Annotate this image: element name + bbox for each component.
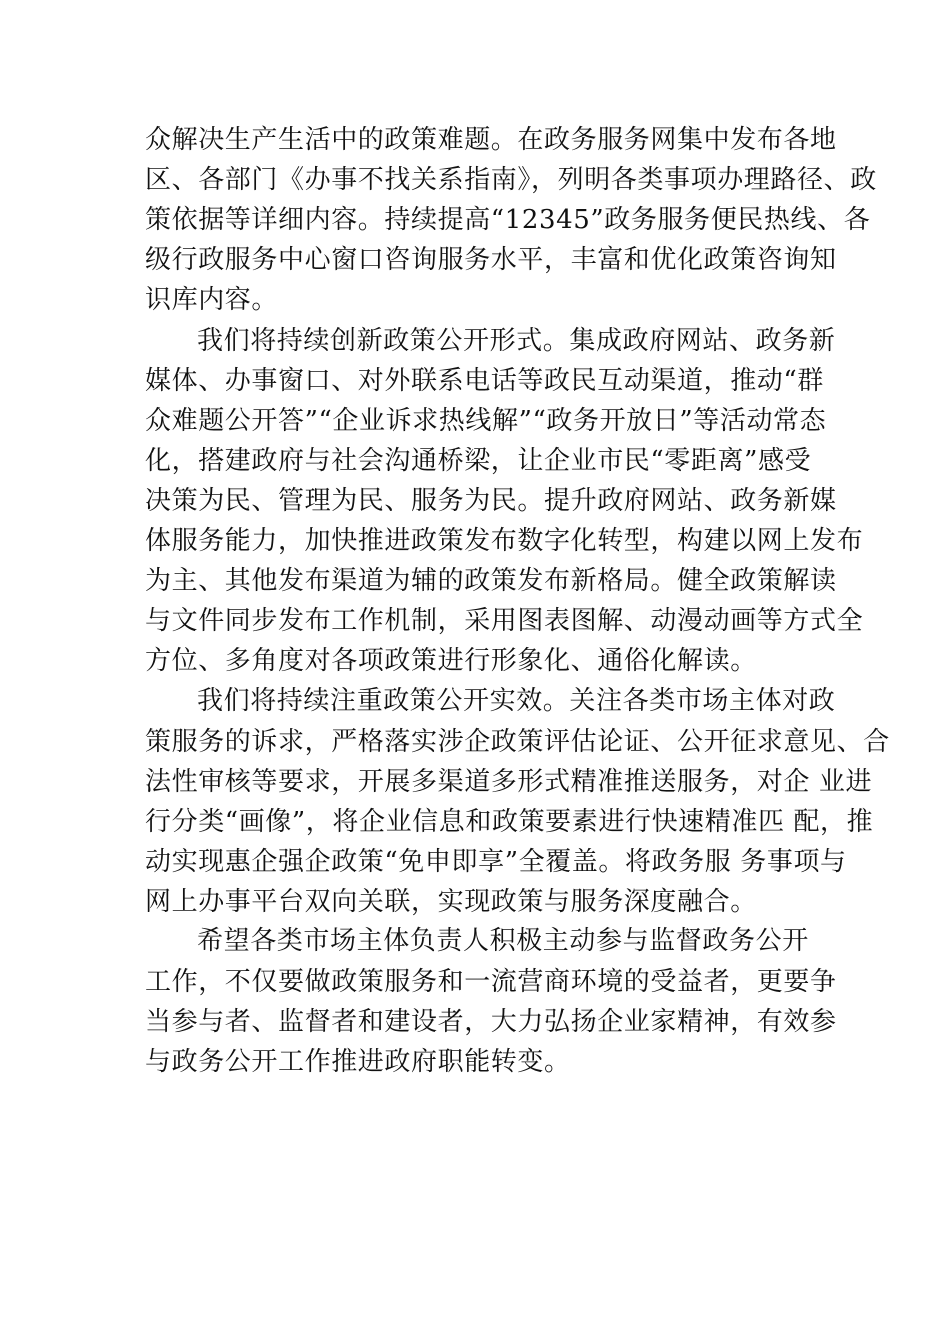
text-line: 与文件同步发布工作机制，采用图表图解、动漫动画等方式全 bbox=[145, 606, 864, 636]
text-line: 希望各类市场主体负责人积极主动参与监督政务公开 bbox=[197, 926, 809, 956]
text-line: 我们将持续创新政策公开形式。集成政府网站、政务新 bbox=[197, 326, 836, 356]
text-line: 方位、多角度对各项政策进行形象化、通俗化解读。 bbox=[145, 646, 757, 676]
text-line: 决策为民、管理为民、服务为民。提升政府网站、政务新媒 bbox=[145, 486, 837, 516]
text-line: 体服务能力，加快推进政策发布数字化转型，构建以网上发布 bbox=[145, 526, 864, 556]
text-line: 化，搭建政府与社会沟通桥梁，让企业市民“零距离”感受 bbox=[145, 446, 812, 476]
text-line: 识库内容。 bbox=[145, 285, 279, 315]
text-line: 众解决生产生活中的政策难题。在政务服务网集中发布各地 bbox=[145, 125, 837, 155]
text-line: 与政务公开工作推进政府职能转变。 bbox=[145, 1047, 571, 1077]
text-line: 级行政服务中心窗口咨询服务水平，丰富和优化政策咨询知 bbox=[145, 245, 837, 275]
text-line: 策服务的诉求，严格落实涉企政策评估论证、公开征求意见、合 bbox=[145, 727, 890, 757]
text-line: 媒体、办事窗口、对外联系电话等政民互动渠道，推动“群 bbox=[145, 366, 824, 396]
text-line: 工作，不仅要做政策服务和一流营商环境的受益者，更要争 bbox=[145, 967, 837, 997]
text-line: 众难题公开答”“企业诉求热线解”“政务开放日”等活动常态 bbox=[145, 406, 827, 436]
text-line: 策依据等详细内容。持续提高“12345”政务服务便民热线、各 bbox=[145, 205, 871, 235]
text-line: 法性审核等要求，开展多渠道多形式精准推送服务，对企 业进 bbox=[145, 767, 873, 797]
text-line: 为主、其他发布渠道为辅的政策发布新格局。健全政策解读 bbox=[145, 566, 837, 596]
text-line: 当参与者、监督者和建设者，大力弘扬企业家精神，有效参 bbox=[145, 1007, 837, 1037]
text-line: 区、各部门《办事不找关系指南》，列明各类事项办理路径、政 bbox=[145, 165, 877, 195]
text-line: 动实现惠企强企政策“免申即享”全覆盖。将政务服 务事项与 bbox=[145, 847, 847, 877]
text-line: 网上办事平台双向关联，实现政策与服务深度融合。 bbox=[145, 887, 757, 917]
text-line: 行分类“画像”，将企业信息和政策要素进行快速精准匹 配，推 bbox=[145, 807, 874, 837]
text-line: 我们将持续注重政策公开实效。关注各类市场主体对政 bbox=[197, 686, 836, 716]
